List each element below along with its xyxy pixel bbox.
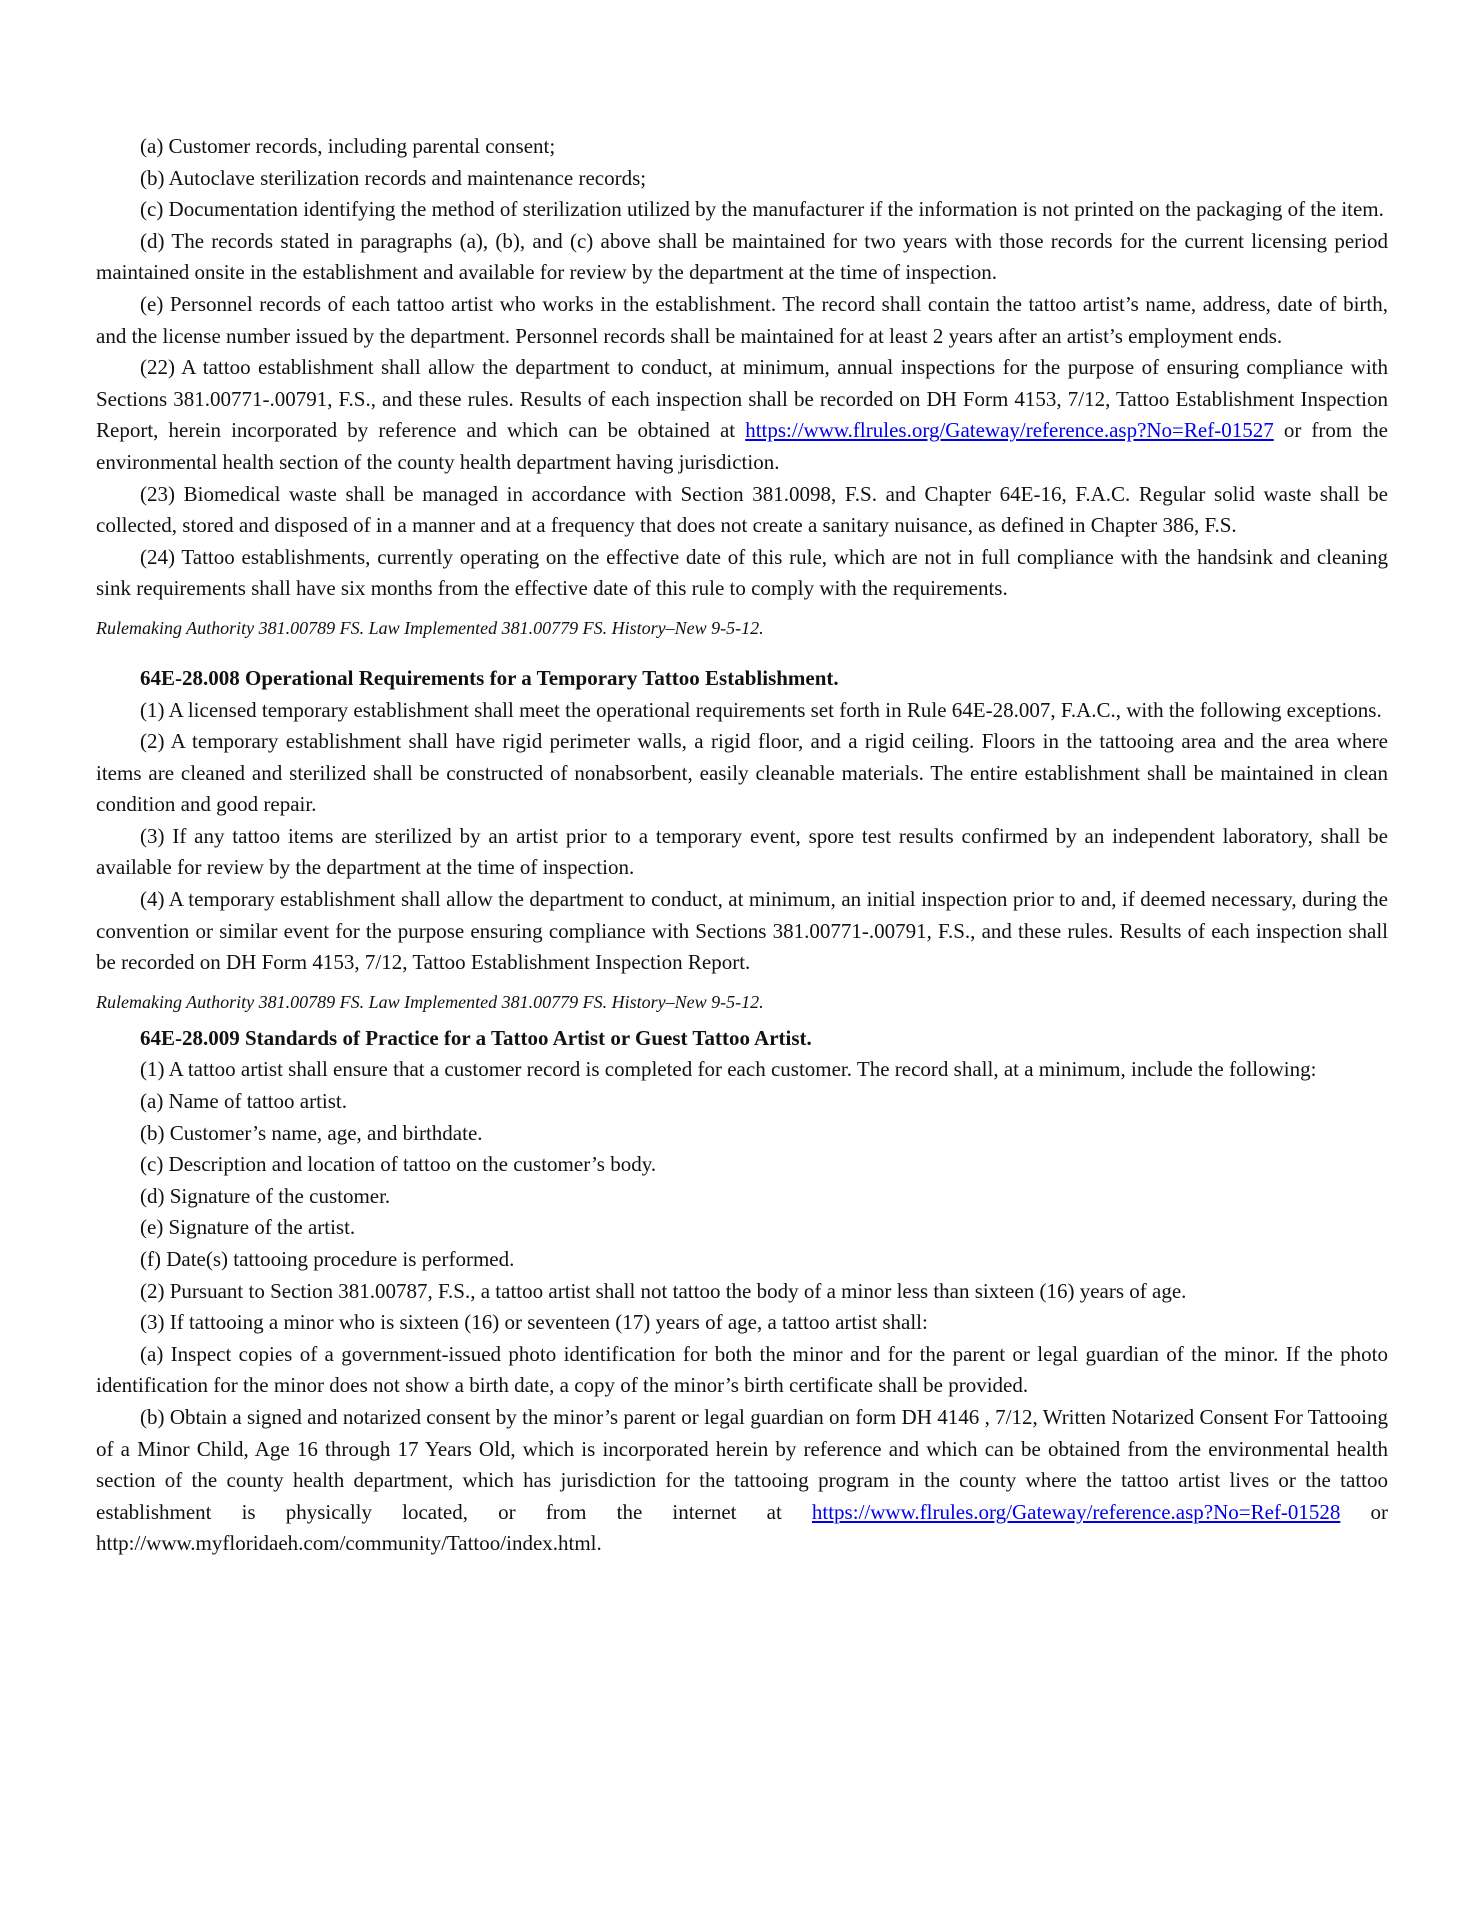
section-heading-64e-28-009: 64E-28.009 Standards of Practice for a Tattoo Artist or Guest Tattoo Artist. bbox=[140, 1025, 812, 1050]
paragraph-e-personnel-records: (e) Personnel records of each tattoo artist who works in the establishment. The record shall contain the tattoo artist’s name, address, date of birth, and the license number issued by the department. Personnel records shall be maintained for at least 2 years after an artist’s employment ends. bbox=[96, 291, 1388, 348]
s008-paragraph-1: (1) A licensed temporary establishment shall meet the operational requirements set forth in Rule 64E-28.007, F.A.C., with the following exceptions. bbox=[140, 697, 1382, 722]
s009-item-b: (b) Customer’s name, age, and birthdate. bbox=[140, 1120, 483, 1145]
history-note-007: Rulemaking Authority 381.00789 FS. Law Implemented 381.00779 FS. History–New 9-5-12. bbox=[96, 617, 764, 638]
paragraph-3b-text: (b) Obtain a signed and notarized consent by the minor’s parent or legal guardian on form DH 4146 , 7/12, Written Notarized Consent For Tattooing of a Minor Child, Age 16 through 17 Years Old, which is incorporated herein by reference and which can be obtained from the environmental health section of the county health department, which has jurisdiction for the tattooing program in the county where the tattoo artist lives or the tattoo establishment is physically located, or from the internet at bbox=[96, 1404, 1388, 1524]
s009-paragraph-3: (3) If tattooing a minor who is sixteen (16) or seventeen (17) years of age, a tattoo artist shall: bbox=[140, 1310, 928, 1335]
s009-item-d: (d) Signature of the customer. bbox=[140, 1183, 391, 1208]
paragraph-3b-text-after: or http://www.myfloridaeh.com/community/Tattoo/index.html. bbox=[96, 1499, 1389, 1556]
paragraph-22-text-after: or from the environmental health section of the county health department having jurisdiction. bbox=[96, 418, 1388, 474]
history-note-008: Rulemaking Authority 381.00789 FS. Law Implemented 381.00779 FS. History–New 9-5-12. bbox=[96, 991, 764, 1012]
ref-01528-link[interactable]: https://www.flrules.org/Gateway/reference.asp?No=Ref-01528 bbox=[811, 1499, 1341, 1524]
s009-item-c: (c) Description and location of tattoo on the customer’s body. bbox=[140, 1152, 657, 1177]
s009-item-a: (a) Name of tattoo artist. bbox=[140, 1089, 348, 1114]
s008-paragraph-4: (4) A temporary establishment shall allow the department to conduct, at minimum, an initial inspection prior to and, if deemed necessary, during the convention or similar event for the purpose ensuring compliance with Sections 381.00771-.00791, F.S., and these rules. Results of each inspection shall be recorded on DH Form 4153, 7/12, Tattoo Establishment Inspection Report. bbox=[96, 887, 1388, 975]
paragraph-23-biomedical-waste: (23) Biomedical waste shall be managed in accordance with Section 381.0098, F.S. and Chapter 64E-16, F.A.C. Regular solid waste shall be collected, stored and disposed of in a manner and at a frequency that does not create a sanitary nuisance, as defined in Chapter 386, F.S. bbox=[96, 481, 1388, 538]
document-page bbox=[96, 131, 1388, 1560]
paragraph-24-compliance-period: (24) Tattoo establishments, currently operating on the effective date of this rule, which are not in full compliance with the handsink and cleaning sink requirements shall have six months from the effective date of this rule to comply with the requirements. bbox=[96, 544, 1388, 601]
section-heading-64e-28-008: 64E-28.008 Operational Requirements for a Temporary Tattoo Establishment. bbox=[140, 665, 839, 690]
s009-paragraph-3a: (a) Inspect copies of a government-issued photo identification for both the minor and for the parent or legal guardian of the minor. If the photo identification for the minor does not show a birth date, a copy of the minor’s birth certificate shall be provided. bbox=[96, 1341, 1388, 1398]
s009-item-e: (e) Signature of the artist. bbox=[140, 1215, 356, 1240]
paragraph-22-inspections bbox=[96, 352, 1388, 478]
paragraph-c-sterilization-docs: (c) Documentation identifying the method of sterilization utilized by the manufacturer if the information is not printed on the packaging of the item. bbox=[140, 197, 1384, 222]
s008-paragraph-2: (2) A temporary establishment shall have rigid perimeter walls, a rigid floor, and a rigid ceiling. Floors in the tattooing area and the area where items are cleaned and sterilized shall be constructed of nonabsorbent, easily cleanable materials. The entire establishment shall be maintained in clean condition and good repair. bbox=[96, 729, 1388, 817]
s009-item-f: (f) Date(s) tattooing procedure is performed. bbox=[140, 1247, 515, 1271]
ref-01527-link[interactable]: https://www.flrules.org/Gateway/reference.asp?No=Ref-01527 bbox=[745, 418, 1274, 443]
s009-paragraph-1: (1) A tattoo artist shall ensure that a customer record is completed for each customer. The record shall, at a minimum, include the following: bbox=[140, 1057, 1317, 1082]
s008-paragraph-3: (3) If any tattoo items are sterilized by an artist prior to a temporary event, spore test results confirmed by an independent laboratory, shall be available for review by the department at the time of inspection. bbox=[96, 823, 1388, 880]
s009-paragraph-2: (2) Pursuant to Section 381.00787, F.S., a tattoo artist shall not tattoo the body of a minor less than sixteen (16) years of age. bbox=[140, 1278, 1187, 1303]
paragraph-d-records-retention: (d) The records stated in paragraphs (a), (b), and (c) above shall be maintained for two years with those records for the current licensing period maintained onsite in the establishment and available for review by the department at the time of inspection. bbox=[96, 228, 1388, 285]
s009-paragraph-3b bbox=[96, 1402, 1388, 1560]
paragraph-b-autoclave-records: (b) Autoclave sterilization records and maintenance records; bbox=[140, 165, 647, 190]
paragraph-22-text: (22) A tattoo establishment shall allow the department to conduct, at minimum, annual inspections for the purpose of ensuring compliance with Sections 381.00771-.00791, F.S., and these rules. Results of each inspection shall be recorded on DH Form 4153, 7/12, Tattoo Establishment Inspection Report, herein incorporated by reference and which can be obtained at bbox=[96, 355, 1388, 443]
paragraph-a-customer-records: (a) Customer records, including parental consent; bbox=[140, 134, 556, 158]
